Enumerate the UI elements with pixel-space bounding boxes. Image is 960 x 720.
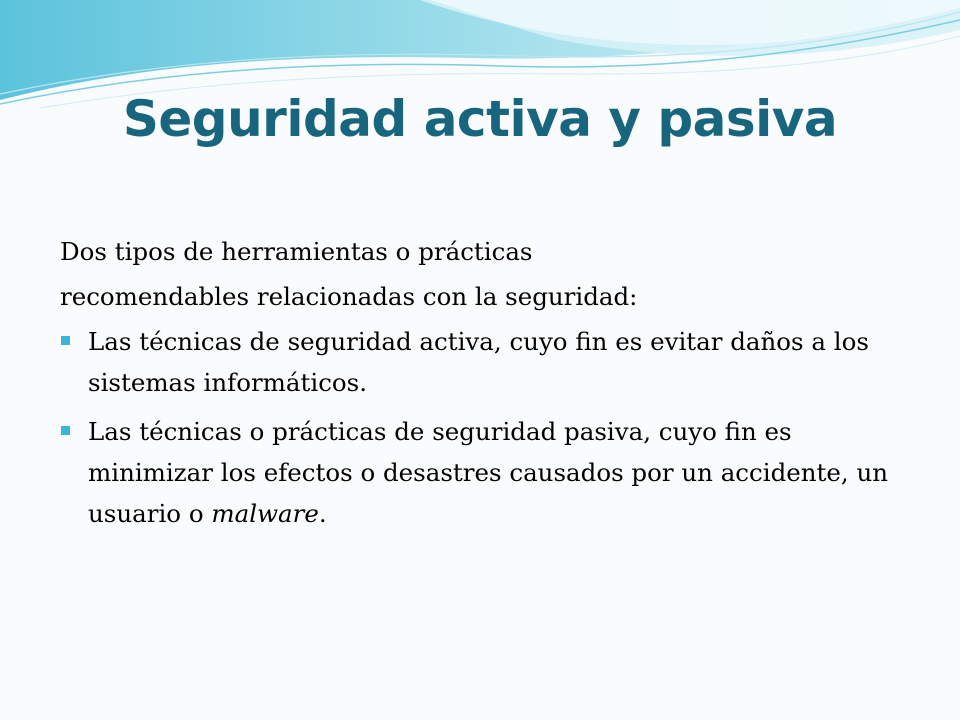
bullet-text: Las técnicas o prácticas de seguridad pasiva, cuyo fin es minimizar los efectos o desastres causados por un accidente, un usuario o	[88, 417, 889, 528]
intro-line-2: recomendables relacionadas con la seguridad:	[60, 282, 638, 311]
bullet-text: Las técnicas de seguridad activa, cuyo fin es evitar daños a los sistemas informáticos.	[88, 327, 869, 397]
bullet-text-italic: malware	[211, 499, 319, 528]
bullet-text-end: .	[318, 499, 327, 528]
slide-body	[60, 230, 900, 542]
intro-line-1: Dos tipos de herramientas o prácticas	[60, 237, 533, 266]
square-bullet-icon	[61, 336, 70, 345]
bullet-item-passive-security	[60, 411, 900, 534]
square-bullet-icon	[61, 426, 70, 435]
bullet-item-active-security	[60, 321, 900, 403]
slide-title: Seguridad activa y pasiva	[122, 90, 838, 148]
